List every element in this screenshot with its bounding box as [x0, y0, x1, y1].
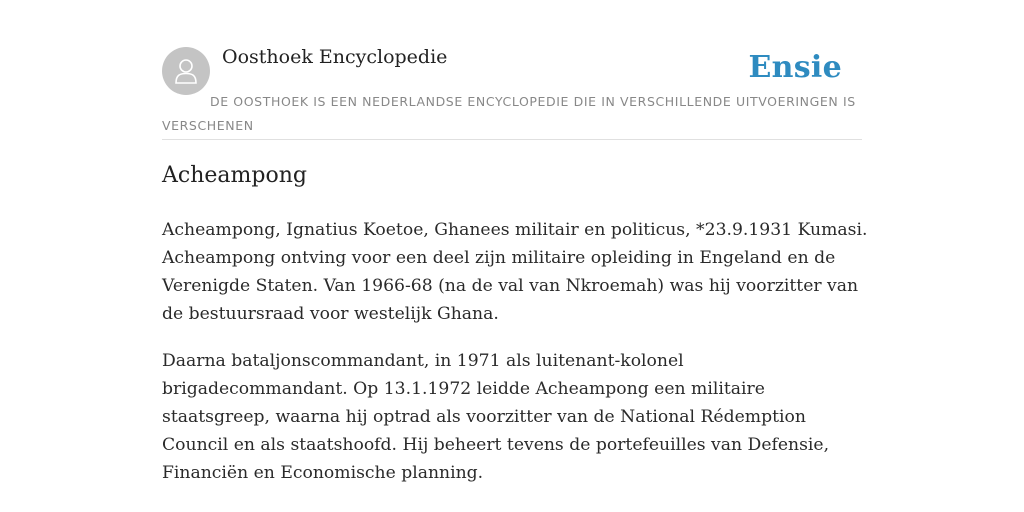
site-name[interactable]: Oosthoek Encyclopedie — [222, 46, 448, 68]
brand-logo[interactable]: Ensie — [748, 50, 842, 85]
page-container — [162, 0, 868, 483]
site-tagline: DE OOSTHOEK IS EEN NEDERLANDSE ENCYCLOPEDIE DIE IN VERSCHILLENDE UITVOERINGEN IS VERSCHENEN — [162, 94, 856, 133]
avatar[interactable] — [162, 47, 210, 95]
article-paragraph-1: Acheampong, Ignatius Koetoe, Ghanees militair en politicus, *23.9.1931 Kumasi. Acheampong ontving voor een deel zijn militaire opleiding in Engeland en de Verenigde Staten. Van 1966-68 (na de val van Nkroemah) was hij voorzitter van de bestuursraad voor westelijk Ghana. — [162, 220, 868, 324]
site-header — [162, 0, 862, 140]
user-icon — [171, 56, 201, 86]
article-title: Acheampong — [162, 163, 307, 188]
article-paragraph-2: Daarna bataljonscommandant, in 1971 als luitenant-kolonel brigadecommandant. Op 13.1.1972 leidde Acheampong een militaire staatsgreep, waarna hij optrad als voorzitter van de National Rédemption Council en als staatshoofd. Hij beheert tevens de portefeuilles van Defensie, Financiën en Economische planning. — [162, 351, 830, 483]
